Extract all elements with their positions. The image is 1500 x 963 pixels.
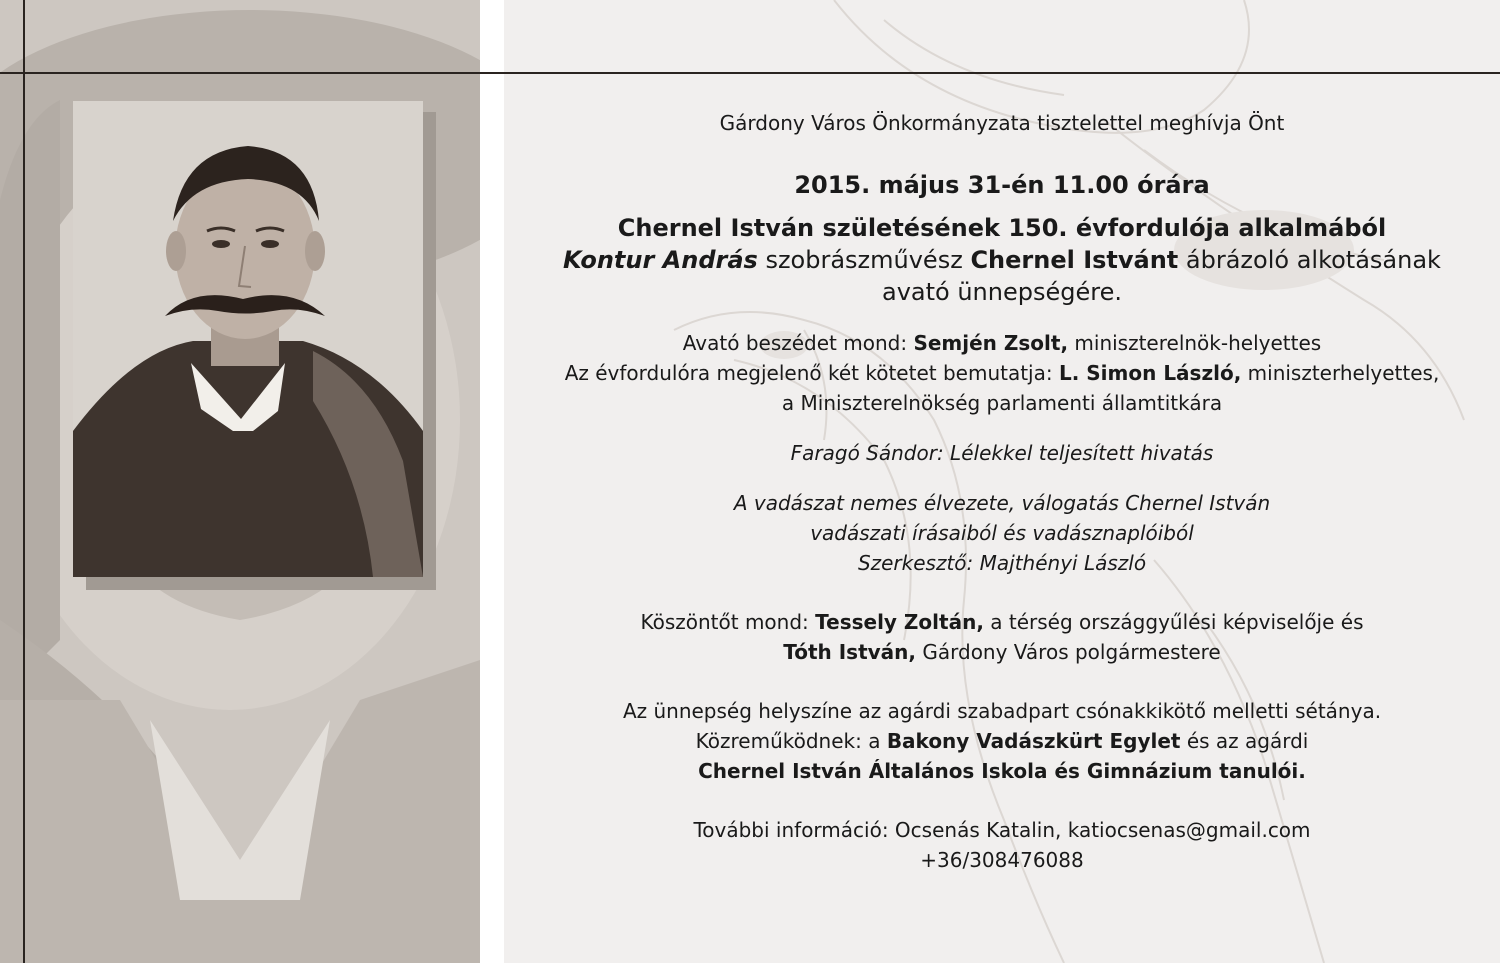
speech-title: miniszterelnök-helyettes xyxy=(1068,331,1322,355)
book-2-editor: Szerkesztő: Majthényi László xyxy=(857,551,1147,575)
greeting-line-1 xyxy=(504,607,1500,637)
contributors-line-2 xyxy=(504,756,1500,786)
sculptor-role: szobrászművész xyxy=(757,246,971,274)
greeting-line-2 xyxy=(504,637,1500,667)
portrait-image xyxy=(73,101,423,577)
invitation-intro: Gárdony Város Önkormányzata tisztelettel meghívja Önt xyxy=(719,111,1285,135)
speech-prefix: Avató beszédet mond: xyxy=(682,331,914,355)
books-presenter-title: miniszterhelyettes, xyxy=(1241,361,1440,385)
books-presenter: L. Simon László, xyxy=(1058,361,1242,385)
crop-mark-vertical xyxy=(23,0,25,963)
speech-line xyxy=(504,328,1500,358)
speech-speaker: Semjén Zsolt, xyxy=(913,331,1069,355)
contact-info: További információ: Ocsenás Katalin, katiocsenas@gmail.com xyxy=(693,818,1311,842)
books-presenter-title-2: a Miniszterelnökség parlamenti államtitkára xyxy=(781,391,1223,415)
contributors-mid: és az agárdi xyxy=(1180,729,1309,753)
contributors-line-1 xyxy=(504,726,1500,756)
invitation-text xyxy=(504,100,1500,875)
greeting-speaker-2: Tóth István, xyxy=(783,640,917,664)
greeting-title-2: Gárdony Város polgármestere xyxy=(916,640,1221,664)
books-presenter-line xyxy=(504,358,1500,388)
event-headline: Chernel István születésének 150. évfordulója alkalmából xyxy=(617,214,1387,242)
contributors-prefix: Közreműködnek: a xyxy=(695,729,887,753)
center-gutter xyxy=(480,0,504,963)
book-1-title: Faragó Sándor: Lélekkel teljesített hivatás xyxy=(790,441,1214,465)
greeting-speaker-1: Tessely Zoltán, xyxy=(815,610,984,634)
subject-rest: ábrázoló alkotásának xyxy=(1178,246,1441,274)
crop-mark-horizontal xyxy=(0,72,1500,74)
contributor-org-1: Bakony Vadászkürt Egylet xyxy=(886,729,1181,753)
book-2-line-1: A vadászat nemes élvezete, válogatás Chernel István xyxy=(733,491,1271,515)
greeting-title-1: a térség országgyűlési képviselője és xyxy=(983,610,1364,634)
books-prefix: Az évfordulóra megjelenő két kötetet bemutatja: xyxy=(564,361,1059,385)
sculptor-name: Kontur András xyxy=(563,246,758,274)
event-date: 2015. május 31-én 11.00 órára xyxy=(794,171,1210,199)
venue-line: Az ünnepség helyszíne az agárdi szabadpart csónakkikötő melletti sétánya. xyxy=(622,699,1382,723)
subject-name: Chernel Istvánt xyxy=(970,246,1179,274)
contact-phone: +36/308476088 xyxy=(920,848,1084,872)
ceremony-line: avató ünnepségére. xyxy=(882,278,1122,306)
portrait-photo xyxy=(73,101,423,577)
greeting-prefix: Köszöntőt mond: xyxy=(640,610,816,634)
book-2-line-2: vadászati írásaiból és vadásznaplóiból xyxy=(810,521,1194,545)
contributor-org-2: Chernel István Általános Iskola és Gimnázium tanulói. xyxy=(698,759,1306,783)
event-subline xyxy=(504,244,1500,276)
